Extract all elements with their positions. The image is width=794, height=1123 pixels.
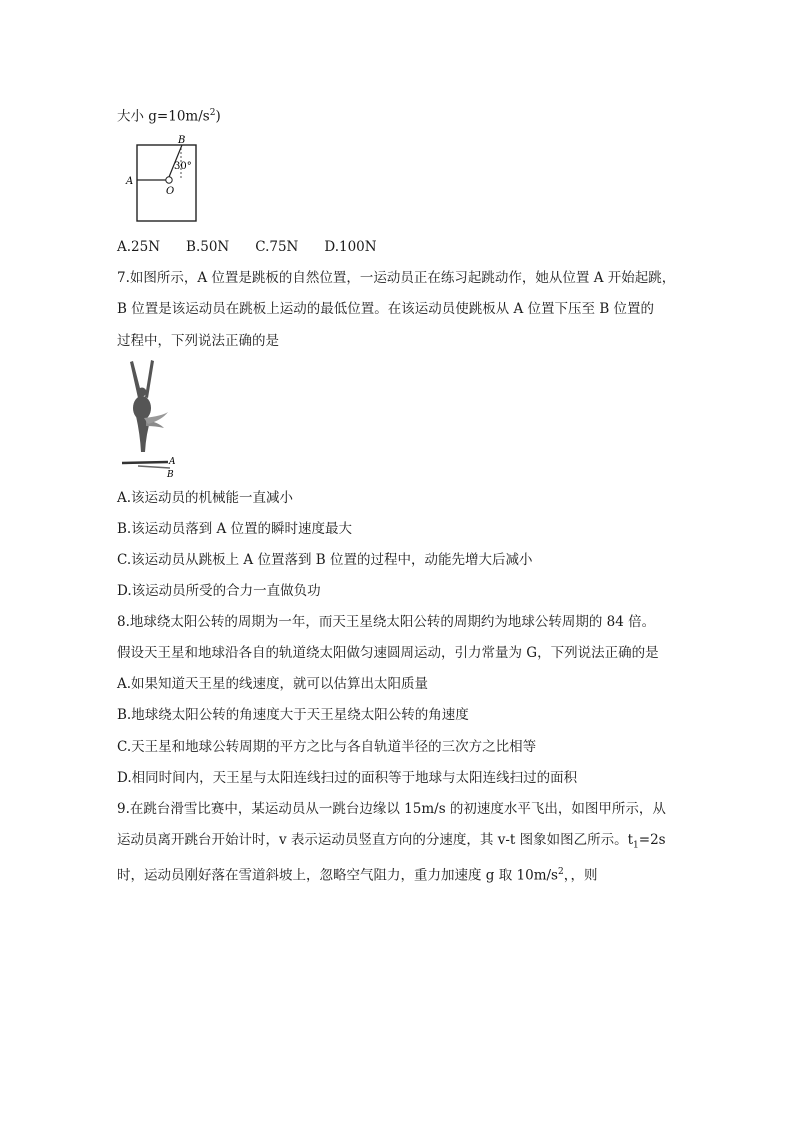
q9-line-1: 9.在跳台滑雪比赛中，某运动员从一跳台边缘以 15m/s 的初速度水平飞出，如图甲所示，从 <box>117 801 666 817</box>
q9-line-3-superscript: 2 <box>557 867 564 877</box>
diver-torso <box>133 396 151 420</box>
q8-option-d: D.相同时间内，天王星与太阳连线扫过的面积等于地球与太阳连线扫过的面积 <box>117 770 578 786</box>
continuation-superscript: 2 <box>209 108 216 118</box>
label-A: A <box>126 176 134 187</box>
question-6-figure <box>122 134 202 224</box>
label-B: B <box>178 135 186 146</box>
question-7-figure <box>118 356 182 480</box>
q8-option-c: C.天王星和地球公转周期的平方之比与各自轨道半径的三次方之比相等 <box>117 739 537 755</box>
q9-line-3 <box>117 863 597 885</box>
continuation-close: ) <box>215 108 221 125</box>
q7-option-d: D.该运动员所受的合力一直做负功 <box>117 583 321 599</box>
q8-option-b: B.地球绕太阳公转的角速度大于天王星绕太阳公转的角速度 <box>117 707 469 723</box>
q7-line-1: 7.如图所示，A 位置是跳板的自然位置，一运动员正在练习起跳动作，她从位置 A 开始起跳， <box>117 270 676 286</box>
q6-option-a: A.25N <box>117 239 161 255</box>
q9-line-3-end: ，，则 <box>563 867 598 884</box>
q9-line-2-end: =2s <box>638 832 666 848</box>
q7-line-3: 过程中，下列说法正确的是 <box>117 333 279 349</box>
diver-head <box>138 388 147 397</box>
board-label-A: A <box>169 457 176 467</box>
q6-option-b: B.50N <box>186 239 230 255</box>
q9-line-2-text: 运动员离开跳台开始计时，v 表示运动员竖直方向的分速度，其 v-t 图象如图乙所示。t <box>117 832 634 848</box>
q7-option-c: C.该运动员从跳板上 A 位置落到 B 位置的过程中，动能先增大后减小 <box>117 552 533 568</box>
springboard-A <box>122 462 168 463</box>
q7-option-a: A.该运动员的机械能一直减小 <box>117 490 294 506</box>
frame-box <box>137 145 196 221</box>
springboard-B <box>138 466 170 468</box>
angle-label: 30° <box>174 161 192 172</box>
q8-option-a: A.如果知道天王星的线速度，就可以估算出太阳质量 <box>117 676 429 692</box>
q8-line-1: 8.地球绕太阳公转的周期为一年，而天王星绕太阳公转的周期约为地球公转周期的 84 倍。 <box>117 614 656 630</box>
q8-line-2: 假设天王星和地球沿各自的轨道绕太阳做匀速圆周运动，引力常量为 G，下列说法正确的是 <box>117 645 659 661</box>
board-label-B: B <box>167 470 174 480</box>
question-6-continuation <box>117 104 221 126</box>
continuation-text: 大小 g=10m/s <box>117 108 210 125</box>
label-O: O <box>166 186 175 197</box>
q9-line-3-text: 时，运动员刚好落在雪道斜坡上，忽略空气阻力，重力加速度 g 取 10m/s <box>117 867 558 884</box>
q6-option-c: C.75N <box>255 239 299 255</box>
q7-option-b: B.该运动员落到 A 位置的瞬时速度最大 <box>117 521 353 537</box>
q9-line-2 <box>117 831 666 855</box>
q7-line-2: B 位置是该运动员在跳板上运动的最低位置。在该运动员使跳板从 A 位置下压至 B 位置的 <box>117 301 655 317</box>
q9-line-2-subscript: 1 <box>633 840 639 851</box>
q6-option-d: D.100N <box>324 239 377 255</box>
question-6-options <box>117 238 403 256</box>
ring-O <box>166 177 172 183</box>
